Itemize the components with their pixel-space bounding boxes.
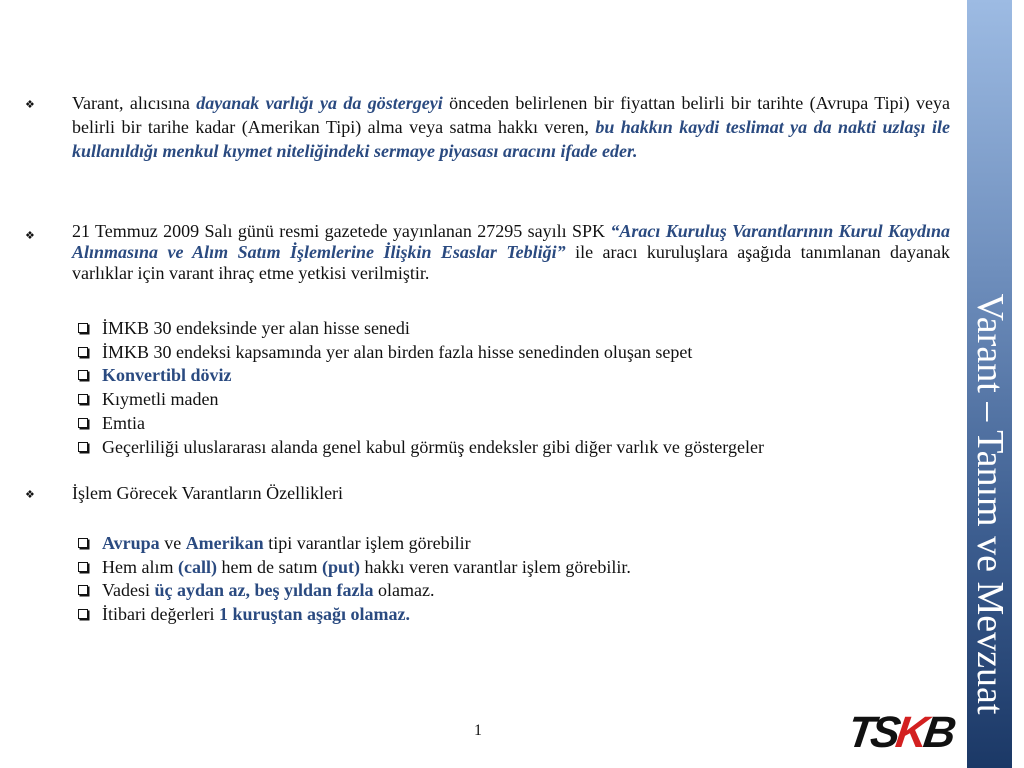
text: Vadesi (102, 580, 155, 601)
features-list (78, 532, 631, 627)
checkbox-bullet-icon (78, 394, 88, 404)
text: İtibari değerleri (102, 604, 219, 625)
emphasis: Avrupa (102, 533, 160, 553)
list-item (78, 603, 631, 627)
checkbox-bullet-icon (78, 562, 88, 572)
text: Hem alım (102, 556, 178, 577)
diamond-bullet-icon: ❖ (25, 99, 35, 111)
list-item-text: İMKB 30 endeksi kapsamında yer alan birden fazla hisse senedinden oluşan sepet (102, 341, 693, 362)
list-item (78, 532, 631, 556)
text: olamaz. (373, 580, 435, 601)
text: önceden belirlenen bir fiyattan belirli bir tarihte (Avrupa Tipi) veya belirli bir tarihe kadar (Amerikan Tipi) alma veya satma hakkı veren, (72, 93, 950, 137)
slide-title-text: Varant – Tanım ve Mevzuat (968, 293, 1011, 715)
checkbox-bullet-icon (78, 323, 88, 333)
slide-title (967, 0, 1012, 768)
diamond-bullet-icon: ❖ (25, 230, 35, 242)
list-item (78, 412, 764, 436)
checkbox-bullet-icon (78, 347, 88, 357)
checkbox-bullet-icon (78, 538, 88, 548)
page-number: 1 (474, 722, 482, 739)
list-item-text: Kıymetli maden (102, 389, 219, 410)
emphasis: Amerikan (185, 533, 264, 553)
list-item-text: İMKB 30 endeksinde yer alan hisse senedi (102, 318, 410, 338)
text: ile aracı kuruluşlara aşağıda tanımlanan dayanak varlıklar için varant ihraç etme yetkisi verilmiştir. (72, 242, 951, 283)
tskb-logo: TSKB (844, 708, 956, 757)
list-item-text: Emtia (102, 412, 145, 433)
text: tipi varantlar işlem görebilir (263, 533, 471, 553)
checkbox-bullet-icon (78, 609, 88, 619)
emphasis: “Aracı Kuruluş Varantlarının Kurul Kaydına Alınmasına ve Alım Satım İşlemlerine İlişkin Esaslar Tebliği” (72, 221, 950, 262)
checkbox-bullet-icon (78, 370, 88, 380)
paragraph-features-heading: İşlem Görecek Varantların Özellikleri (72, 483, 344, 503)
list-item (78, 388, 764, 412)
underlying-assets-list (78, 317, 764, 459)
list-item (78, 556, 631, 580)
list-item (78, 436, 764, 460)
emphasis: (call) (177, 556, 217, 577)
emphasis: bu hakkın kaydi teslimat ya da nakti uzlaşı ile kullanıldığı menkul kıymet niteliğindeki sermaye piyasası aracını ifade eder. (72, 117, 950, 161)
paragraph-definition (72, 91, 950, 163)
text: hakkı veren varantlar işlem görebilir. (359, 556, 631, 577)
text: ve (159, 533, 186, 553)
emphasis: 1 kuruştan aşağı olamaz. (218, 604, 410, 625)
list-item-text: Geçerliliği uluslararası alanda genel kabul görmüş endeksler gibi diğer varlık ve göstergeler (102, 436, 764, 457)
checkbox-bullet-icon (78, 585, 88, 595)
text: hem de satım (216, 556, 322, 577)
list-item (78, 341, 764, 365)
emphasis: (put) (321, 556, 360, 577)
emphasis: üç aydan az, beş yıldan fazla (154, 580, 374, 601)
checkbox-bullet-icon (78, 418, 88, 428)
list-item-text: Konvertibl döviz (102, 365, 232, 386)
diamond-bullet-icon: ❖ (25, 489, 35, 501)
text: Varant, alıcısına (72, 93, 197, 113)
paragraph-regulation (72, 221, 950, 284)
list-item (78, 317, 764, 341)
list-item (78, 579, 631, 603)
emphasis: dayanak varlığı ya da göstergeyi (196, 93, 443, 113)
checkbox-bullet-icon (78, 442, 88, 452)
text: 21 Temmuz 2009 Salı günü resmi gazetede yayınlanan 27295 sayılı SPK (72, 221, 611, 241)
list-item (78, 364, 764, 388)
